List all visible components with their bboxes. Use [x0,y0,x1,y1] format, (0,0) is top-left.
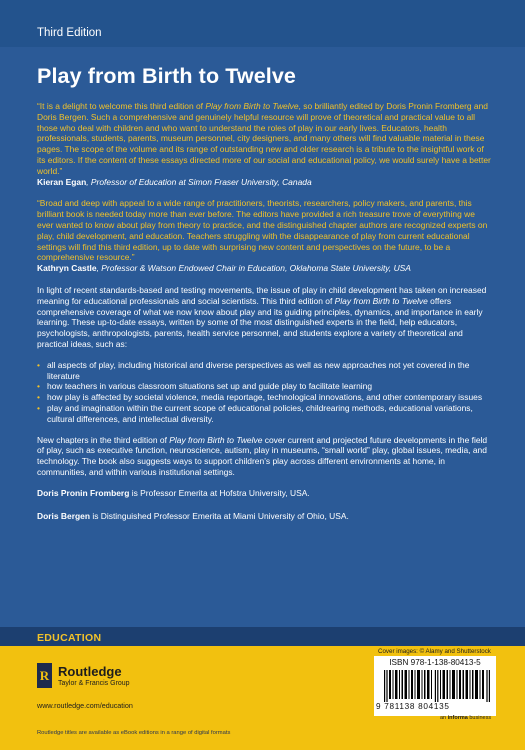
ean-digits: 9 781138 804135 [376,702,450,711]
review-quote-2: “Broad and deep with appeal to a wide range of practitioners, theorists, researchers, policy makers, and parents, this brilliant book is needed today more than ever before. The editors have provided a rich treasure trove of everything we ever wanted to know about play from theory to practice, and the distinguished chapter authors are recognized experts on play, child development, and education. Teachers struggling with the disappearance of play from current educational settings will find this third edition, up to date with surprising new content and perspectives on the future, to be a comprehensive resource.” [37,198,488,263]
barcode-icon [384,670,490,702]
routledge-logo [37,663,52,688]
author-bio-1: Doris Pronin Fromberg is Professor Emerita at Hofstra University, USA. [37,487,310,498]
logo-mark-icon: R [37,663,52,688]
list-item: • play and imagination within the current scope of educational policies, childrearing methods, educational variations, cultural differences, and intellectual diversity. [47,403,492,425]
barcode-panel [374,656,496,716]
reviewer-1 [37,177,492,188]
publisher-url[interactable]: www.routledge.com/education [37,701,133,710]
reviewer-name: Kieran Egan [37,176,87,187]
publisher-name: Routledge [58,664,122,679]
chapters-paragraph: New chapters in the third edition of Play from Birth to Twelve cover current and projected future developments in the field of play, such as executive function, neuroscience, autism, play in museums, “small world” play, global issues, media, and technology. The book also suggests ways to support children’s play across different environments at home, in communities, and within various institutional settings. [37,434,488,477]
ebook-note: Routledge titles are available as eBook editions in a range of digital formats [37,730,231,736]
reviewer-affiliation: , Professor & Watson Endowed Chair in Education, Oklahoma State University, USA [96,263,411,274]
edition-label: Third Edition [37,27,102,39]
book-title: Play from Birth to Twelve [37,64,296,88]
top-band [0,0,525,47]
reviewer-name: Kathryn Castle [37,263,97,274]
back-cover-content [37,101,492,533]
reviewer-affiliation: , Professor of Education at Simon Fraser University, Canada [86,176,312,187]
topic-list [37,360,492,425]
author-bio-2: Doris Bergen is Distinguished Professor Emerita at Miami University of Ohio, USA. [37,510,349,521]
list-item: • all aspects of play, including historical and diverse perspectives as well as new approaches not yet covered in the literature [47,360,492,382]
informa-tag: an informa business [440,715,492,721]
list-item: • how teachers in various classroom situations set up and guide play to facilitate learning [47,381,492,392]
publisher-subtitle: Taylor & Francis Group [58,680,130,687]
reviewer-2 [37,263,492,274]
isbn-text: ISBN 978-1-138-80413-5 [389,658,481,667]
category-label: EDUCATION [37,632,102,644]
intro-paragraph: In light of recent standards-based and testing movements, the issue of play in child development has taken on increased meaning for educational professionals and social scientists. This third edition of Play from Birth to Twelve offers comprehensive coverage of what we now know about play and its guiding principles, dynamics, and importance in early learning. These up-to-date essays, written by some of the most distinguished experts in the field, help educators, psychologists, anthropologists, parents, health service personnel, and students explore a variety of theoretical and practical ideas, such as: [37,284,487,349]
review-book-title: Play from Birth to Twelve [205,101,299,111]
list-item: • how play is affected by societal violence, media reportage, technological innovations, and other contemporary issues [47,392,492,403]
cover-credit: Cover images: © Alamy and Shutterstock [378,648,491,655]
author-name: Doris Pronin Fromberg [37,487,130,498]
author-name: Doris Bergen [37,510,90,521]
review-quote-1: “It is a delight to welcome this third edition of Play from Birth to Twelve, so brilliantly edited by Doris Pronin Fromberg and Doris Bergen. Such a comprehensive and genuinely helpful resource will prove of theoretical and practical value to all those who deal with children and who want to understand the roles of play in our early lives. Educators, health professionals, students, parents, museum personnel, city designers, and many others will find valuable material in these pages. The scope of the volume and its range of outstanding new and older research is a tribute to the insightful work of its editors. If the content of these essays directed more of our social and educational policy, we would surely have a better world.” [37,101,491,176]
